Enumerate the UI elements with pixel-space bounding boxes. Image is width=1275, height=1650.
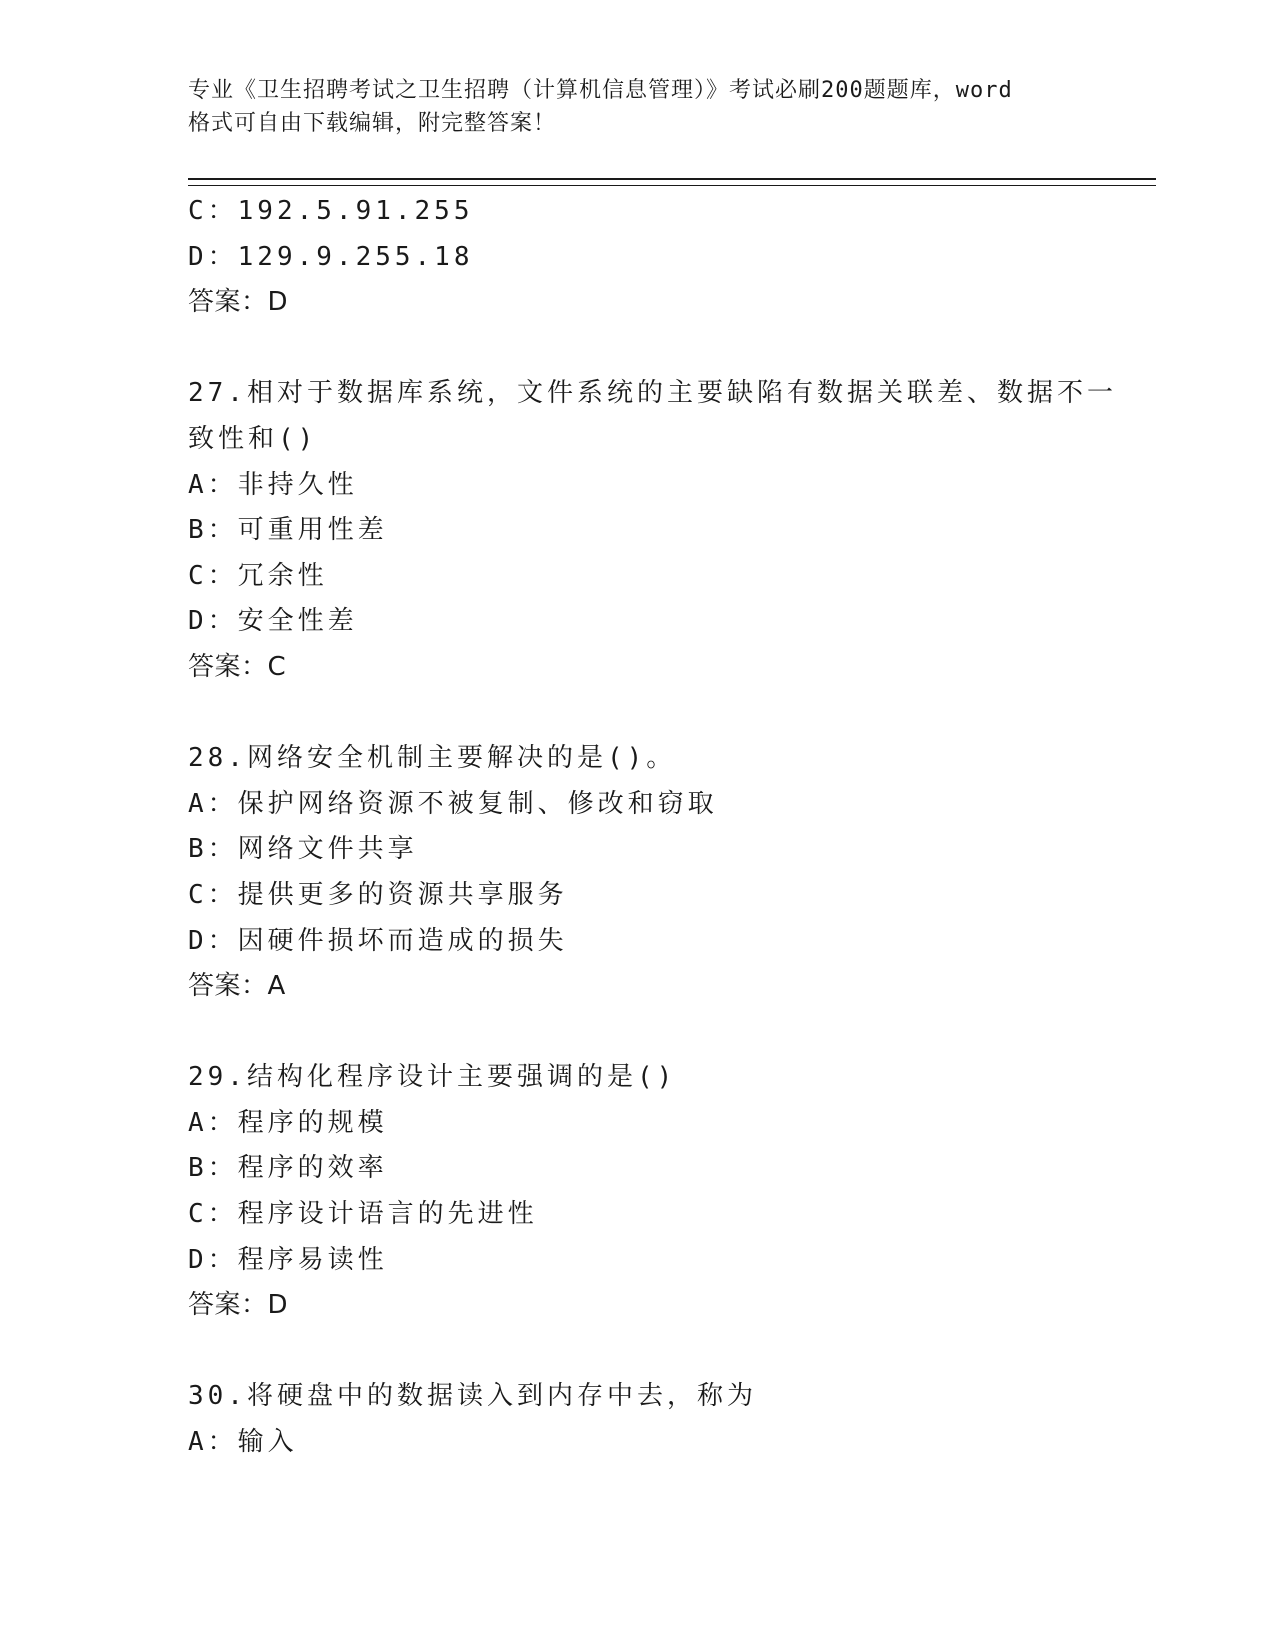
option-c: C：冗余性 — [188, 560, 328, 591]
question-stem: 28.网络安全机制主要解决的是()。 — [188, 743, 677, 774]
header-divider — [188, 178, 1156, 186]
question-30 — [188, 1374, 1158, 1465]
option-c: C：程序设计语言的先进性 — [188, 1199, 538, 1230]
option-c: C：192.5.91.255 — [188, 196, 474, 226]
option-d: D：安全性差 — [188, 606, 358, 637]
question-stem: 29.结构化程序设计主要强调的是() — [188, 1062, 677, 1093]
spacer — [188, 1010, 1158, 1056]
answer: 答案：A — [188, 971, 286, 1002]
question-stem: 30.将硬盘中的数据读入到内存中去，称为 — [188, 1381, 757, 1412]
spacer — [188, 326, 1158, 372]
question-27 — [188, 371, 1158, 690]
option-d: D：程序易读性 — [188, 1244, 388, 1275]
answer: 答案：D — [188, 287, 289, 318]
spacer — [188, 691, 1158, 737]
header-title-line-2: 格式可自由下载编辑，附完整答案！ — [188, 111, 557, 136]
question-29 — [188, 1055, 1158, 1329]
option-a: A：程序的规模 — [188, 1107, 388, 1138]
option-b: B：网络文件共享 — [188, 834, 418, 865]
option-d: D：因硬件损坏而造成的损失 — [188, 925, 568, 956]
question-28 — [188, 736, 1158, 1010]
answer: 答案：C — [188, 651, 287, 682]
option-d: D：129.9.255.18 — [188, 241, 474, 272]
option-b: B：程序的效率 — [188, 1153, 388, 1184]
option-a: A：非持久性 — [188, 469, 358, 500]
document-header — [188, 74, 1108, 140]
question-26-tail — [188, 189, 1158, 326]
question-stem: 27.相对于数据库系统，文件系统的主要缺陷有数据关联差、数据不一 — [188, 378, 1117, 409]
answer: 答案：D — [188, 1290, 289, 1321]
option-a: A：输入 — [188, 1427, 298, 1458]
option-c: C：提供更多的资源共享服务 — [188, 879, 568, 910]
option-a: A：保护网络资源不被复制、修改和窃取 — [188, 788, 718, 819]
header-title-line-1: 专业《卫生招聘考试之卫生招聘（计算机信息管理）》考试必刷200题题库，word — [188, 78, 1013, 103]
question-stem-cont: 致性和() — [188, 423, 318, 454]
spacer — [188, 1329, 1158, 1375]
question-list — [188, 189, 1158, 1466]
option-b: B：可重用性差 — [188, 515, 388, 546]
